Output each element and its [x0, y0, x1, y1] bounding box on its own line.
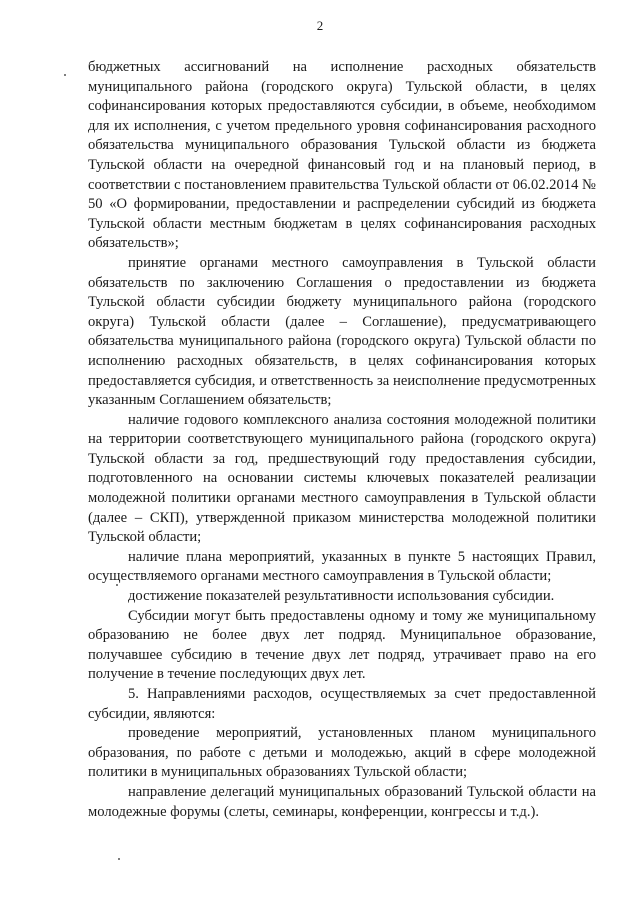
- scan-speck: [118, 858, 120, 860]
- paragraph: 5. Направлениями расходов, осуществляемых за счет предоставленной субсидии, являются:: [88, 686, 596, 722]
- paragraph: направление делегаций муниципальных образований Тульской области на молодежные форумы (слеты, семинары, конференции, конгрессы и т.д.).: [88, 783, 596, 820]
- paragraph: Субсидии могут быть предоставлены одному и тому же муниципальному образованию не более двух лет подряд. Муниципальное образование, получавшее субсидию в течение двух лет подряд, утрачивает право на его получение в течение последующих двух лет.: [88, 607, 596, 683]
- paragraph: достижение показателей результативности использования субсидии.: [128, 588, 555, 605]
- paragraph: наличие плана мероприятий, указанных в пункте 5 настоящих Правил, осуществляемого органами местного самоуправления в Тульской области;: [88, 548, 596, 585]
- paragraph: бюджетных ассигнований на исполнение расходных обязательств муниципального района (городского округа) Тульской области, в целях софинансирования которых предоставляются субсидии, в объеме, необходимом для их исполнения, с учетом предельного уровня софинансирования расходного обязательства муниципального образования Тульской области из бюджета Тульской области на очередной финансовый год и на плановый период, в соответствии с постановлением правительства Тульской области от 06.02.2014 № 50 «О формировании, предоставлении и распределении субсидий из бюджета Тульской области местным бюджетам в целях софинансирования расходных обязательств»;: [88, 59, 596, 252]
- paragraph: наличие годового комплексного анализа состояния молодежной политики на территории соответствующего муниципального района (городского округа) Тульской области за год, предшествующий году предоставления субсидии, подготовленного на основании системы ключевых показателей реализации молодежной политики органами местного самоуправления в Тульской области (далее – СКП), утвержденной приказом министерства молодежной политики Тульской области;: [88, 411, 596, 546]
- paragraph: проведение мероприятий, установленных планом муниципального образования, по работе с детьми и молодежью, акций в сфере молодежной политики в муниципальных образованиях Тульской области;: [88, 725, 596, 781]
- paragraph: принятие органами местного самоуправления в Тульской области обязательств по заключению Соглашения о предоставлении из бюджета Тульской области субсидии бюджету муниципального района (городского округа) Тульской области (далее – Соглашение), предусматривающего обязательства муниципального района (городского округа) Тульской области по исполнению расходных обязательств, в целях софинансирования которых предоставляется субсидия, и ответственность за неисполнение предусмотренных указанным Соглашением обязательств;: [88, 254, 596, 409]
- page-number: 2: [316, 18, 324, 33]
- document-body: [88, 58, 596, 822]
- scan-speck: [64, 74, 66, 76]
